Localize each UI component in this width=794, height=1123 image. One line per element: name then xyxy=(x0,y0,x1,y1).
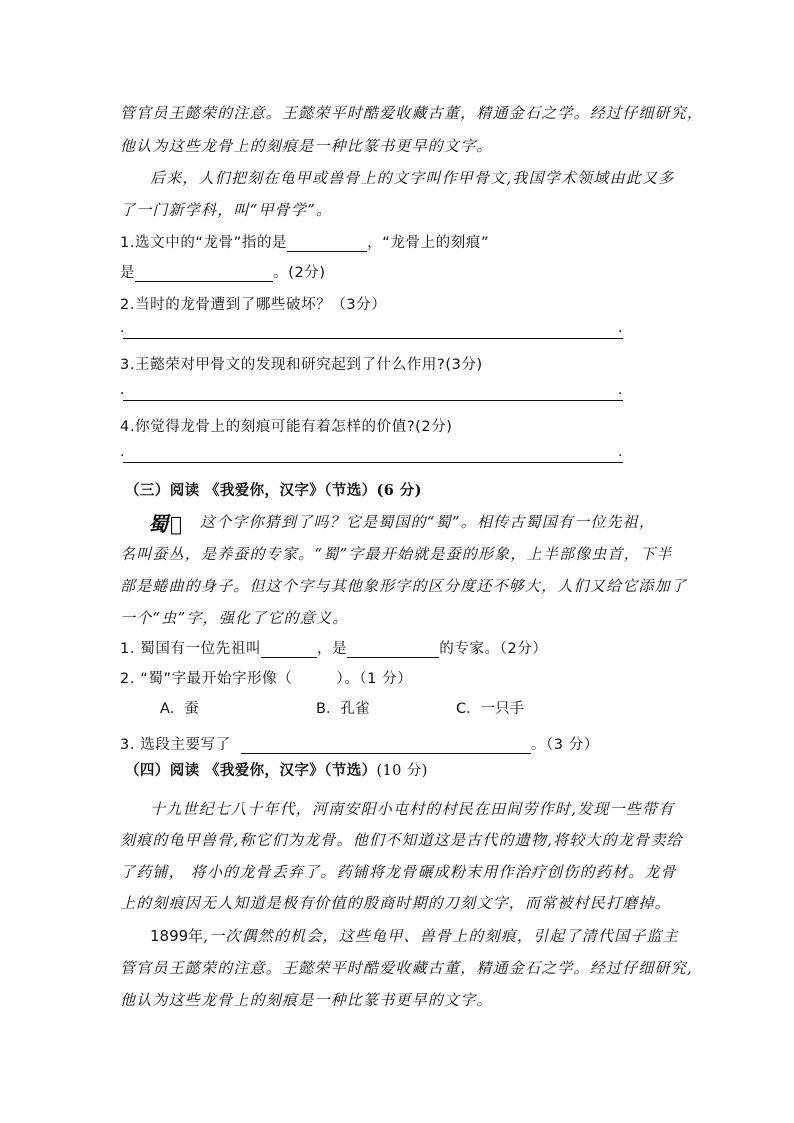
question-text: 3. 选段主要写了 xyxy=(120,737,231,753)
passage-line: 部是蜷曲的身子。但这个字与其他象形字的区分度还不够大，人们又给它添加了 xyxy=(120,577,688,595)
question-text: ，“龙骨上的刻痕” xyxy=(367,235,490,251)
question-text: ）。（1 分） xyxy=(336,671,413,687)
question-text: 。(2分) xyxy=(273,265,326,281)
passage-line xyxy=(150,925,679,946)
passage-line: 十九世纪七八十年代，河南安阳小屯村的村民在田间劳作时,发现一些带有 xyxy=(150,800,675,818)
answer-blank[interactable] xyxy=(241,737,531,754)
section-3-question-2 xyxy=(120,667,412,688)
answer-line[interactable] xyxy=(123,338,623,339)
section-3-question-3 xyxy=(120,733,599,754)
answer-blank[interactable] xyxy=(287,235,367,252)
question-text: ，是 xyxy=(317,641,348,657)
passage-line: 刻痕的龟甲兽骨,称它们为龙骨。他们不知道这是古代的遗物,将较大的龙骨卖给 xyxy=(120,831,683,849)
passage-line: 他认为这些龙骨上的刻痕是一种比篆书更早的文字。 xyxy=(120,991,493,1009)
line-start-dot: . xyxy=(120,320,125,336)
answer-line[interactable] xyxy=(123,400,623,401)
question-text: 。（3 分） xyxy=(530,737,600,753)
question-text: 是 xyxy=(120,265,136,281)
option-b[interactable]: B．孔雀 xyxy=(316,701,370,717)
passage-line: 管官员王懿荣的注意。王懿荣平时酷爱收藏古董，精通金石之学。经过仔细研究， xyxy=(120,104,704,122)
section-4-title xyxy=(125,759,428,780)
question-4: 4.你觉得龙骨上的刻痕可能有着怎样的价值?(2分) xyxy=(120,419,453,435)
passage-line: 了药铺， 将小的龙骨丢弃了。药铺将龙骨碾成粉末用作治疗创伤的药材。龙骨 xyxy=(120,863,677,881)
option-c[interactable]: C．一只手 xyxy=(456,701,525,717)
section-4-title-text: （四）阅读 《我爱你，汉字》（节选） xyxy=(125,762,377,779)
passage-line: 管官员王懿荣的注意。王懿荣平时酷爱收藏古董，精通金石之学。经过仔细研究, xyxy=(120,959,693,977)
question-1 xyxy=(120,231,489,252)
question-text: 1. 蜀国有一位先祖叫 xyxy=(120,641,262,657)
ancient-shu-glyph: 蜀𧉖 xyxy=(148,512,185,536)
year-text: 1899年 xyxy=(150,927,204,945)
answer-line[interactable] xyxy=(123,462,623,463)
passage-line: 了一门新学科，叫“甲骨学”。 xyxy=(120,201,333,219)
question-3: 3.王懿荣对甲骨文的发现和研究起到了什么作用?(3分) xyxy=(120,357,483,373)
section-4-score: (10 分) xyxy=(376,763,428,779)
question-1-cont xyxy=(120,261,326,282)
passage-line: 名叫蚕丛，是养蚕的专家。“蜀”字最开始就是蚕的形象，上半部像虫首，下半 xyxy=(120,545,673,563)
passage-line: 后来，人们把刻在龟甲或兽骨上的文字叫作甲骨文,我国学术领域由此又多 xyxy=(150,169,675,187)
question-text: 1.选文中的“龙骨”指的是 xyxy=(120,235,288,251)
line-end-dot: . xyxy=(618,382,623,398)
section-3-question-1 xyxy=(120,637,548,658)
passage-line: 上的刻痕因无人知道是极有价值的殷商时期的刀刻文字，而常被村民打磨掉。 xyxy=(120,894,671,912)
section-3-title: （三）阅读 《我爱你，汉字》（节选）(6 分) xyxy=(125,482,422,499)
answer-blank[interactable] xyxy=(347,641,439,658)
answer-blank[interactable] xyxy=(135,265,273,282)
passage-text: ,一次偶然的机会，这些龟甲、兽骨上的刻痕，引起了清代国子监主 xyxy=(203,927,679,945)
question-text: 的专家。（2分） xyxy=(439,641,548,657)
option-a[interactable]: A．蚕 xyxy=(160,701,199,717)
question-2: 2.当时的龙骨遭到了哪些破坏？（3分） xyxy=(120,297,387,313)
line-start-dot: . xyxy=(120,444,125,460)
question-text: 2. “蜀”字最开始字形像（ xyxy=(120,671,293,687)
passage-line: 他认为这些龙骨上的刻痕是一种比篆书更早的文字。 xyxy=(120,137,493,155)
line-end-dot: . xyxy=(618,444,623,460)
passage-line: 这个字你猜到了吗？它是蜀国的“蜀”。相传古蜀国有一位先祖， xyxy=(200,513,656,531)
passage-line: 一个“虫”字，强化了它的意义。 xyxy=(120,609,349,627)
line-start-dot: . xyxy=(120,382,125,398)
line-end-dot: . xyxy=(618,320,623,336)
answer-blank[interactable] xyxy=(261,641,317,658)
